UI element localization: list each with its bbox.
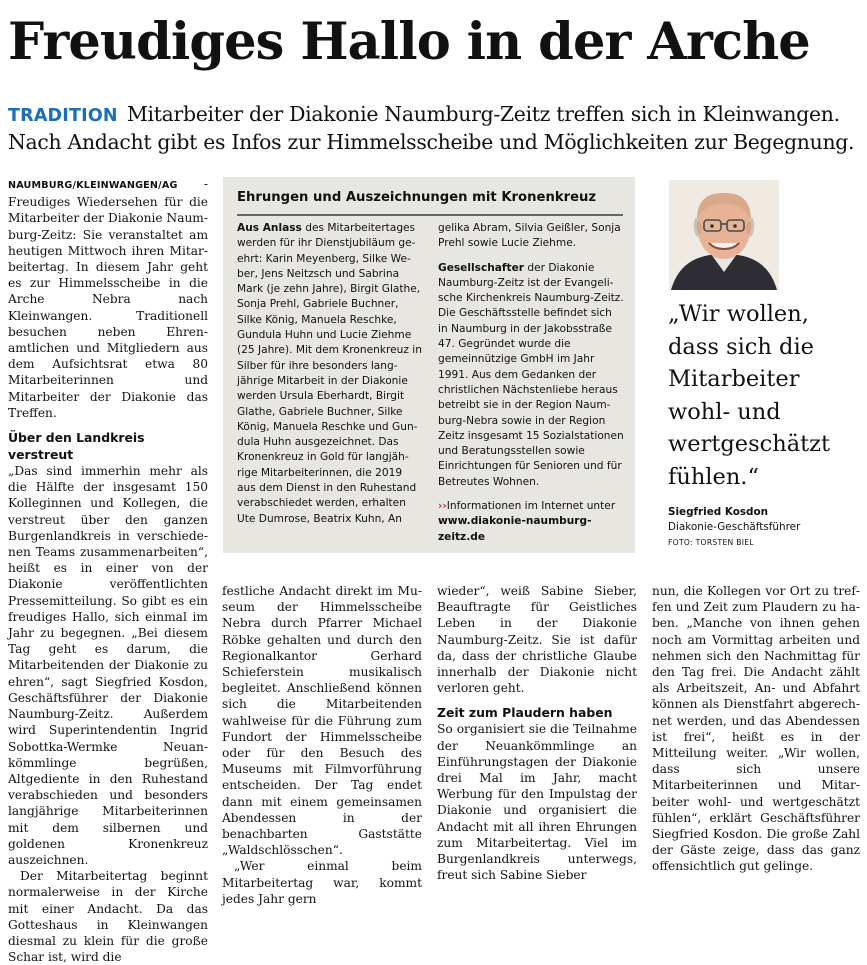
info-link [438, 499, 624, 545]
double-chevron-icon: ›› [438, 500, 447, 513]
subhead-line-1 [8, 101, 863, 129]
info-link-text: Informationen im Internet unter [446, 500, 616, 513]
info-paragraph [438, 261, 624, 490]
quote-line: wertgeschätzt [668, 431, 831, 458]
quote-line: dass sich die [668, 333, 814, 360]
article-column-2 [222, 583, 422, 907]
kicker: TRADITION [8, 106, 118, 126]
article-paragraph [8, 176, 208, 421]
section-subhead: Zeit zum Plaudern haben [437, 705, 613, 721]
headline: Freudiges Hallo in der Arche [8, 12, 810, 72]
subhead-line-2: Nach Andacht gibt es Infos zur Himmelsscheibe und Möglichkeiten zur Begegnung. [8, 130, 855, 154]
article-column-4 [652, 583, 860, 875]
website-link[interactable]: www.diakonie-naumburg-zeitz.de [438, 515, 592, 543]
info-lead: Gesellschafter [438, 261, 524, 274]
article-paragraph: nun, die Kollegen vor Ort zu treffen und Zeit zum Plaudern zu haben. „Manche von ihnen gehen noch am Vormittag arbeiten und nehmen sich den Nachmittag für den Tag frei. Die Andacht zählt als Arbeitszeit, An- und Abfahrt können als Dienstfahrt abgerechnet werden, und das Abendessen ist frei“, heißt es in der Mitteilung weiter. „Wir wollen, dass sich unsere Mitarbeiterinnen und Mitarbeiter wohl- und wertgeschätzt fühlen“, erklärt Geschäftsführer Siegfried Kosdon. Die große Zahl der Gäste zeige, dass das ganz offensichtlich gut gelinge. [652, 584, 860, 874]
article-paragraph: „Das sind immerhin mehr als die Hälfte der insgesamt 150 Kolleginnen und Kollegen, die verstreut über den ganzen Burgenlandkreis in verschiedenen Teams zusammenarbeiten“, heißt es in einer von der Diakonie veröffentlichten Pressemitteilung. So gibt es ein freudiges Hallo, sich einmal im Jahr zu begegnen. „Bei diesem Tag geht es darum, die Mitarbeitenden der Diakonie zu ehren“, sagt Siegfried Kosdon, Geschäftsführer der Diakonie Naumburg-Zeitz. Außerdem wird Superintendentin Ingrid Sobottka-Wermke Neuankömmlinge begrüßen, Altgediente in den Ruhestand verabschieden und besonders langjährige Mitarbeiterinnen mit dem silbernen und goldenen Kronenkreuz auszeichnen. [8, 464, 208, 867]
article-column-3 [437, 583, 637, 883]
quote-line: wohl- und [668, 398, 781, 425]
dateline: NAUMBURG/KLEINWANGEN/AG [8, 180, 178, 191]
article-column-1 [8, 176, 208, 965]
article-paragraph: „Wer einmal beim Mitarbeitertag war, kommt jedes Jahr gern [222, 859, 422, 906]
article-paragraph: So organisiert sie die Teilnahme der Neuankömmlinge an Einführungstagen der Diakonie drei Mal im Jahr, macht Werbung für den Impulstag der Diakonie und organisiert die Andacht mit all ihren Ehrungen zum Mitarbeitertag. Viel im Burgenlandkreis unterwegs, freut sich Sabine Sieber [437, 722, 637, 883]
dateline-dash: - [177, 177, 208, 191]
article-paragraph: festliche Andacht direkt im Museum der Himmelsscheibe Nebra durch Pfarrer Michael Röbke gehalten und durch den Regionalkantor Gerhard Schieferstein musikalisch begleitet. Anschließend können sich die Mitarbeitenden wahlweise für die Führung zum Fundort der Himmelsscheibe oder für den Besuch des Museums mit Filmvorführung entscheiden. Der Tag endet dann mit einem gemeinsamen Abendessen in der benachbarten Gaststätte „Waldschlösschen“. [222, 584, 422, 858]
quote-author-name: Siegfried Kosdon [668, 506, 769, 518]
pull-quote [668, 298, 863, 494]
info-box-column-1 [237, 221, 423, 527]
quote-line: Mitarbeiter [668, 366, 800, 393]
info-text: der Diakonie Naumburg-Zeitz ist der Evangelische Kirchenkreis Naumburg-Zeitz. Die Geschäftsstelle befindet sich in Naumburg in der Jakobsstraße 47. Gegründet wurde die gemeinnützige GmbH im Jahr 1991. Aus dem Gedanken der christlichen Nächstenliebe heraus betreibt sie in der Region Naumburg-Nebra sowie in der Region Zeitz insgesamt 15 Sozialstationen und Beratungsstellen sowie Einrichtungen für Senioren und für Betreutes Wohnen. [438, 261, 624, 488]
info-box [223, 177, 635, 553]
photo-credit: FOTO: TORSTEN BIEL [668, 538, 754, 547]
info-text: des Mitarbeitertages werden für ihr Dienstjubiläum geehrt: Karin Meyenberg, Silke Weber, Jens Neitzsch und Sabrina Mark (je zehn Jahre), Birgit Glathe, Sonja Prehl, Gabriele Buchner, Silke König, Manuela Reschke, Gundula Huhn und Lucie Ziehme (25 Jahre). Mit dem Kronenkreuz in Silber für ihre besonders langjährige Mitarbeit in der Diakonie werden Ursula Eberhardt, Birgit Glathe, Gabriele Buchner, Silke König, Manuela Reschke und Gundula Huhn ausgezeichnet. Das Kronenkreuz in Gold für langjährige Mitarbeiterinnen, die 2019 aus dem Dienst in den Ruhestand verabschiedet werden, erhalten Ute Dumrose, Beatrix Kuhn, An [237, 222, 422, 525]
info-lead: Aus Anlass [237, 222, 302, 234]
info-box-column-2 [438, 221, 624, 545]
quote-line: „Wir wollen, [668, 301, 809, 327]
quote-author-role: Diakonie-Geschäftsführer [668, 521, 801, 533]
subheadline [8, 101, 863, 155]
article-paragraph: wieder“, weiß Sabine Sieber, Beauftragte für Geistliches Leben in der Diakonie Naumburg-Zeitz. Sie ist dafür da, dass der christliche Glaube innerhalb der Diakonie nicht verloren geht. [437, 584, 637, 696]
portrait-illustration [669, 180, 779, 290]
info-paragraph [237, 221, 423, 527]
info-box-rule [237, 214, 623, 216]
article-paragraph: Der Mitarbeitertag beginnt normalerweise in der Kirche mit einer Andacht. Da das Gotteshaus in Kleinwangen diesmal zu klein für die große Schar ist, wird die [8, 869, 208, 965]
section-subhead: Über den Landkreis verstreut [8, 430, 145, 463]
subhead-text-1: Mitarbeiter der Diakonie Naumburg-Zeitz treffen sich in Kleinwangen. [126, 102, 840, 126]
quote-line: fühlen.“ [668, 463, 759, 490]
info-paragraph: gelika Abram, Silvia Geißler, Sonja Prehl sowie Lucie Ziehme. [438, 222, 621, 250]
paragraph-text: Freudiges Wiedersehen für die Mitarbeiter der Diakonie Naumburg-Zeitz: Sie veranstaltet am heutigen Mittwoch ihren Mitarbeitertag. In diesem Jahr geht es zur Himmelsscheibe in die Arche Nebra nach Kleinwangen. Traditionell besuchen neben Ehrenamtlichen und Mitgliedern aus dem Aufsichtsrat etwa 80 Mitarbeiterinnen und Mitarbeiter der Diakonie das Treffen. [8, 195, 208, 420]
info-box-title: Ehrungen und Auszeichnungen mit Kronenkreuz [237, 190, 597, 205]
portrait-photo [669, 180, 779, 290]
